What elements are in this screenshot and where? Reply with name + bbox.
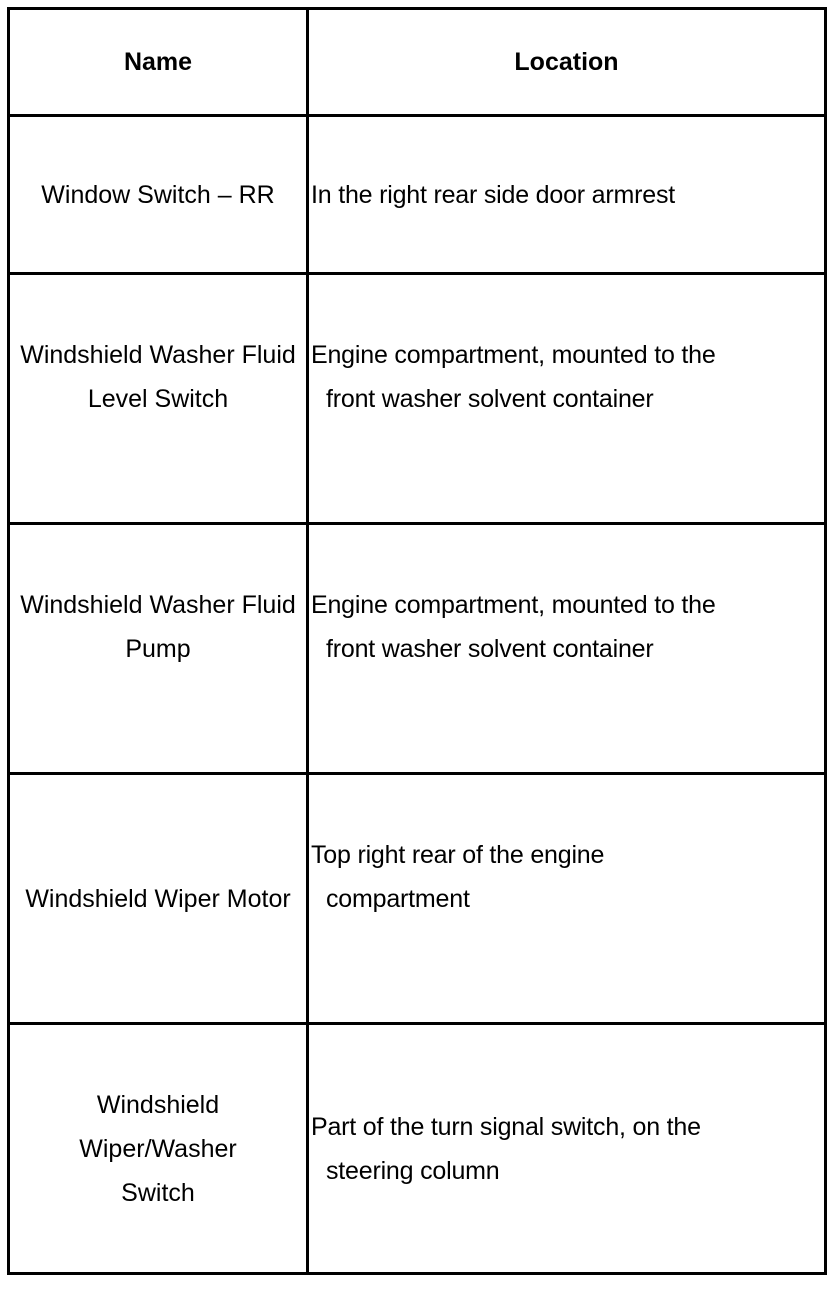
- table-row: [9, 524, 826, 774]
- name-line: Level Switch: [87, 384, 229, 413]
- location-line: compartment: [326, 884, 470, 913]
- location-line: front washer solvent container: [326, 384, 654, 413]
- name-cell: [9, 116, 308, 274]
- name-cell: [9, 274, 308, 524]
- location-cell: [308, 1024, 826, 1274]
- location-cell: [308, 274, 826, 524]
- location-cell: [308, 116, 826, 274]
- name-cell: [9, 1024, 308, 1274]
- table-row: [9, 774, 826, 1024]
- component-location-table: [7, 7, 827, 1275]
- table-header-row: [9, 9, 826, 116]
- location-cell: [308, 774, 826, 1024]
- location-line: Engine compartment, mounted to the: [311, 590, 716, 619]
- table-row: [9, 1024, 826, 1274]
- name-line: Windshield Washer Fluid: [20, 590, 296, 619]
- location-line: Engine compartment, mounted to the: [311, 340, 716, 369]
- location-line: In the right rear side door armrest: [311, 180, 675, 209]
- name-line: Windshield: [96, 1090, 220, 1119]
- location-line: Top right rear of the engine: [311, 840, 605, 869]
- location-line: Part of the turn signal switch, on the: [311, 1112, 701, 1141]
- name-line: Window Switch – RR: [41, 180, 275, 209]
- name-cell: [9, 774, 308, 1024]
- name-line: Windshield Washer Fluid: [20, 340, 296, 369]
- table-row: [9, 274, 826, 524]
- header-location: Location: [308, 9, 826, 116]
- name-line: Pump: [125, 634, 191, 663]
- name-line: Windshield Wiper Motor: [25, 884, 291, 913]
- table-row: [9, 116, 826, 274]
- name-cell: [9, 524, 308, 774]
- name-line: Switch: [121, 1178, 195, 1207]
- header-name: Name: [9, 9, 308, 116]
- name-line: Wiper/Washer: [79, 1134, 237, 1163]
- location-line: front washer solvent container: [326, 634, 654, 663]
- location-line: steering column: [326, 1156, 500, 1185]
- location-cell: [308, 524, 826, 774]
